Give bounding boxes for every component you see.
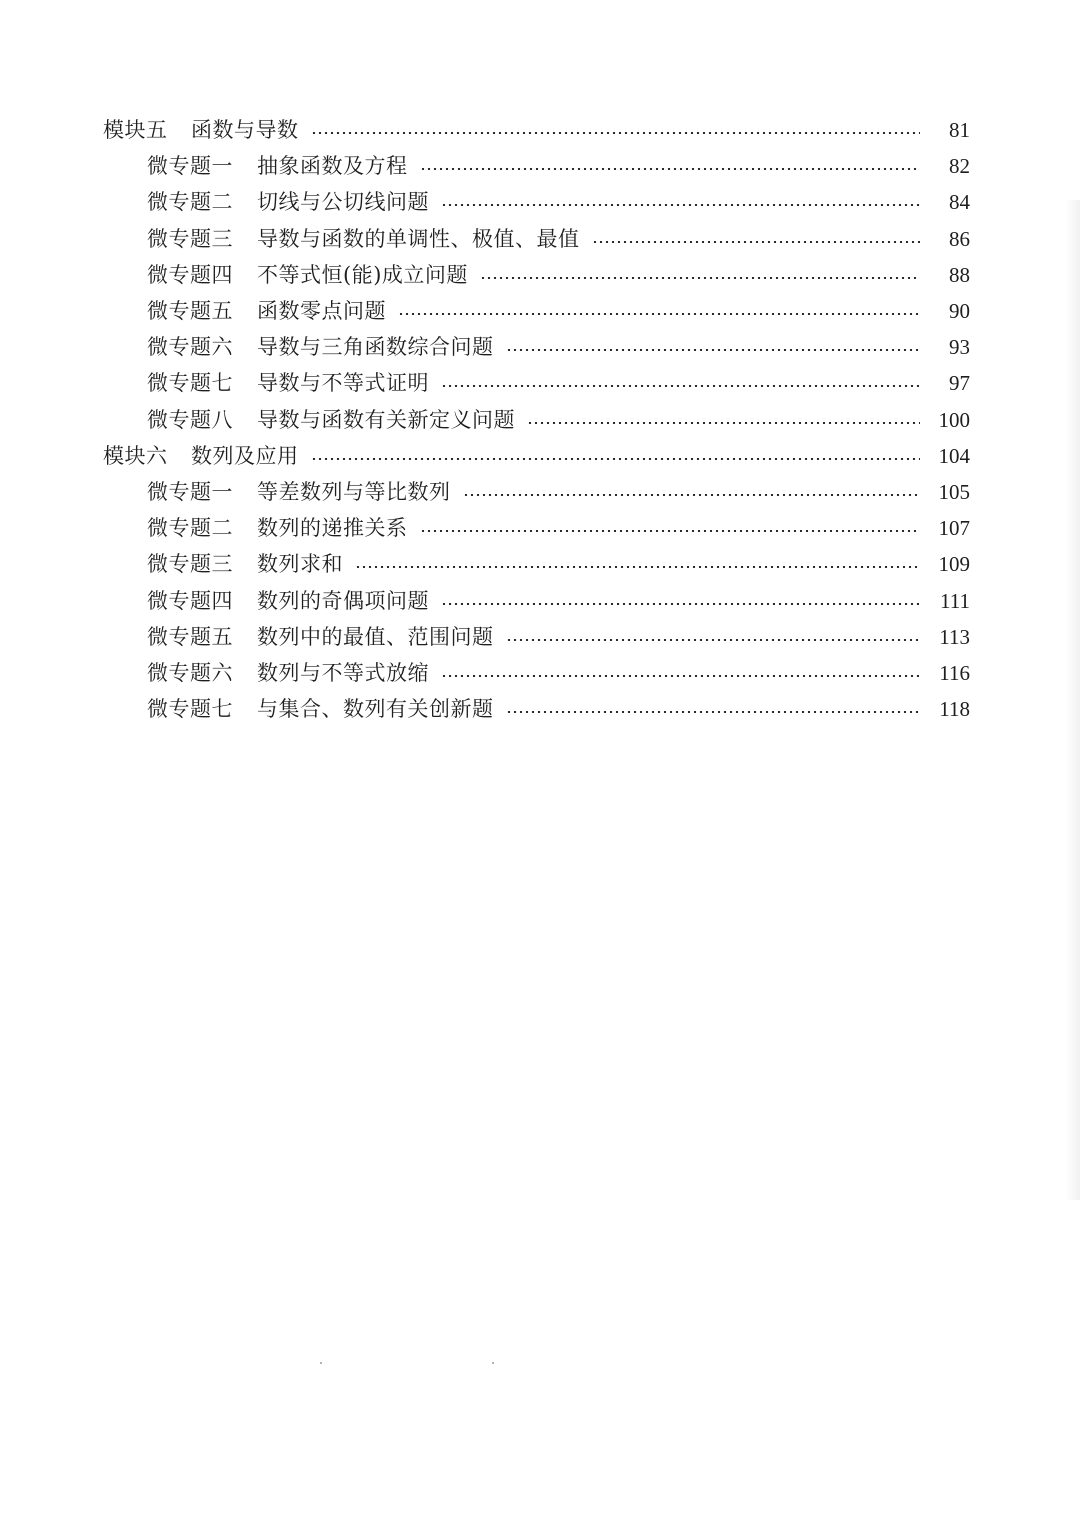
toc-entry-label: 模块五 bbox=[103, 118, 168, 143]
dot-leader bbox=[527, 422, 920, 424]
dot-leader bbox=[398, 313, 920, 315]
toc-entry-title: 不等式恒(能)成立问题 bbox=[257, 262, 468, 287]
toc-entry-title: 函数零点问题 bbox=[257, 299, 386, 324]
toc-topic-row[interactable] bbox=[0, 655, 1080, 691]
toc-entry-label: 微专题四 bbox=[147, 262, 233, 287]
toc-entry-page: 104 bbox=[938, 443, 970, 468]
toc-entry-title: 导数与函数的单调性、极值、最值 bbox=[257, 226, 580, 251]
toc-topic-row[interactable] bbox=[0, 329, 1080, 365]
dot-leader bbox=[420, 168, 921, 170]
toc-entry-page: 118 bbox=[939, 697, 970, 722]
dot-leader bbox=[592, 241, 921, 243]
toc-entry-label: 微专题五 bbox=[147, 299, 233, 324]
toc-entry-title: 与集合、数列有关创新题 bbox=[257, 697, 494, 722]
toc-entry-page: 109 bbox=[938, 552, 970, 577]
dot-leader bbox=[420, 530, 921, 532]
dot-leader bbox=[506, 639, 921, 641]
toc-entry-page: 116 bbox=[939, 660, 970, 685]
toc-topic-row[interactable] bbox=[0, 221, 1080, 257]
toc-topic-row[interactable] bbox=[0, 474, 1080, 510]
toc-topic-row[interactable] bbox=[0, 402, 1080, 438]
toc-entry-label: 微专题六 bbox=[147, 335, 233, 360]
dot-leader bbox=[355, 566, 920, 568]
toc-entry-page: 97 bbox=[949, 371, 970, 396]
toc-entry-title: 数列的奇偶项问题 bbox=[257, 588, 429, 613]
toc-entry-label: 微专题六 bbox=[147, 660, 233, 685]
toc-entry-label: 微专题二 bbox=[147, 516, 233, 541]
toc-entry-label: 微专题七 bbox=[147, 697, 233, 722]
toc-entry-label: 微专题五 bbox=[147, 624, 233, 649]
scan-edge-shading bbox=[1066, 200, 1080, 1200]
toc-topic-row[interactable] bbox=[0, 184, 1080, 220]
toc-module-row[interactable] bbox=[0, 112, 1080, 148]
toc-topic-row[interactable] bbox=[0, 510, 1080, 546]
toc-entry-label: 微专题二 bbox=[147, 190, 233, 215]
toc-topic-row[interactable] bbox=[0, 546, 1080, 582]
toc-entry-label: 模块六 bbox=[103, 443, 168, 468]
toc-entry-label: 微专题一 bbox=[147, 479, 233, 504]
toc-entry-page: 88 bbox=[949, 262, 970, 287]
toc-entry-label: 微专题四 bbox=[147, 588, 233, 613]
toc-entry-page: 84 bbox=[949, 190, 970, 215]
toc-topic-row[interactable] bbox=[0, 293, 1080, 329]
toc-topic-row[interactable] bbox=[0, 619, 1080, 655]
dot-leader bbox=[506, 349, 921, 351]
toc-module-row[interactable] bbox=[0, 438, 1080, 474]
dot-leader bbox=[311, 458, 921, 460]
toc-entry-page: 111 bbox=[940, 588, 970, 613]
toc-entry-page: 100 bbox=[938, 407, 970, 432]
toc-entry-title: 数列求和 bbox=[257, 552, 343, 577]
table-of-contents bbox=[0, 112, 1080, 727]
dot-leader bbox=[311, 132, 921, 134]
dot-leader bbox=[506, 711, 921, 713]
toc-entry-page: 90 bbox=[949, 299, 970, 324]
toc-topic-row[interactable] bbox=[0, 691, 1080, 727]
toc-entry-label: 微专题八 bbox=[147, 407, 233, 432]
toc-entry-page: 82 bbox=[949, 154, 970, 179]
dot-leader bbox=[441, 603, 920, 605]
toc-entry-label: 微专题七 bbox=[147, 371, 233, 396]
toc-entry-title: 导数与不等式证明 bbox=[257, 371, 429, 396]
toc-topic-row[interactable] bbox=[0, 365, 1080, 401]
toc-topic-row[interactable] bbox=[0, 148, 1080, 184]
toc-entry-title: 导数与三角函数综合问题 bbox=[257, 335, 494, 360]
toc-entry-title: 数列与不等式放缩 bbox=[257, 660, 429, 685]
dot-leader bbox=[463, 494, 921, 496]
toc-entry-title: 抽象函数及方程 bbox=[257, 154, 408, 179]
toc-entry-label: 微专题三 bbox=[147, 552, 233, 577]
toc-entry-title: 导数与函数有关新定义问题 bbox=[257, 407, 515, 432]
toc-topic-row[interactable] bbox=[0, 257, 1080, 293]
toc-topic-row[interactable] bbox=[0, 582, 1080, 618]
toc-entry-title: 数列中的最值、范围问题 bbox=[257, 624, 494, 649]
toc-entry-page: 93 bbox=[949, 335, 970, 360]
toc-entry-label: 微专题三 bbox=[147, 226, 233, 251]
scan-speck bbox=[492, 1362, 494, 1364]
toc-entry-title: 切线与公切线问题 bbox=[257, 190, 429, 215]
toc-entry-page: 105 bbox=[938, 479, 970, 504]
toc-entry-page: 81 bbox=[949, 118, 970, 143]
dot-leader bbox=[441, 675, 920, 677]
dot-leader bbox=[441, 385, 920, 387]
toc-entry-label: 微专题一 bbox=[147, 154, 233, 179]
toc-entry-title: 函数与导数 bbox=[191, 118, 299, 143]
toc-entry-title: 数列及应用 bbox=[191, 443, 299, 468]
dot-leader bbox=[441, 204, 920, 206]
dot-leader bbox=[480, 277, 920, 279]
toc-entry-page: 113 bbox=[939, 624, 970, 649]
toc-entry-page: 107 bbox=[938, 516, 970, 541]
toc-entry-title: 数列的递推关系 bbox=[257, 516, 408, 541]
toc-entry-page: 86 bbox=[949, 226, 970, 251]
toc-entry-title: 等差数列与等比数列 bbox=[257, 479, 451, 504]
scan-speck bbox=[320, 1362, 322, 1364]
